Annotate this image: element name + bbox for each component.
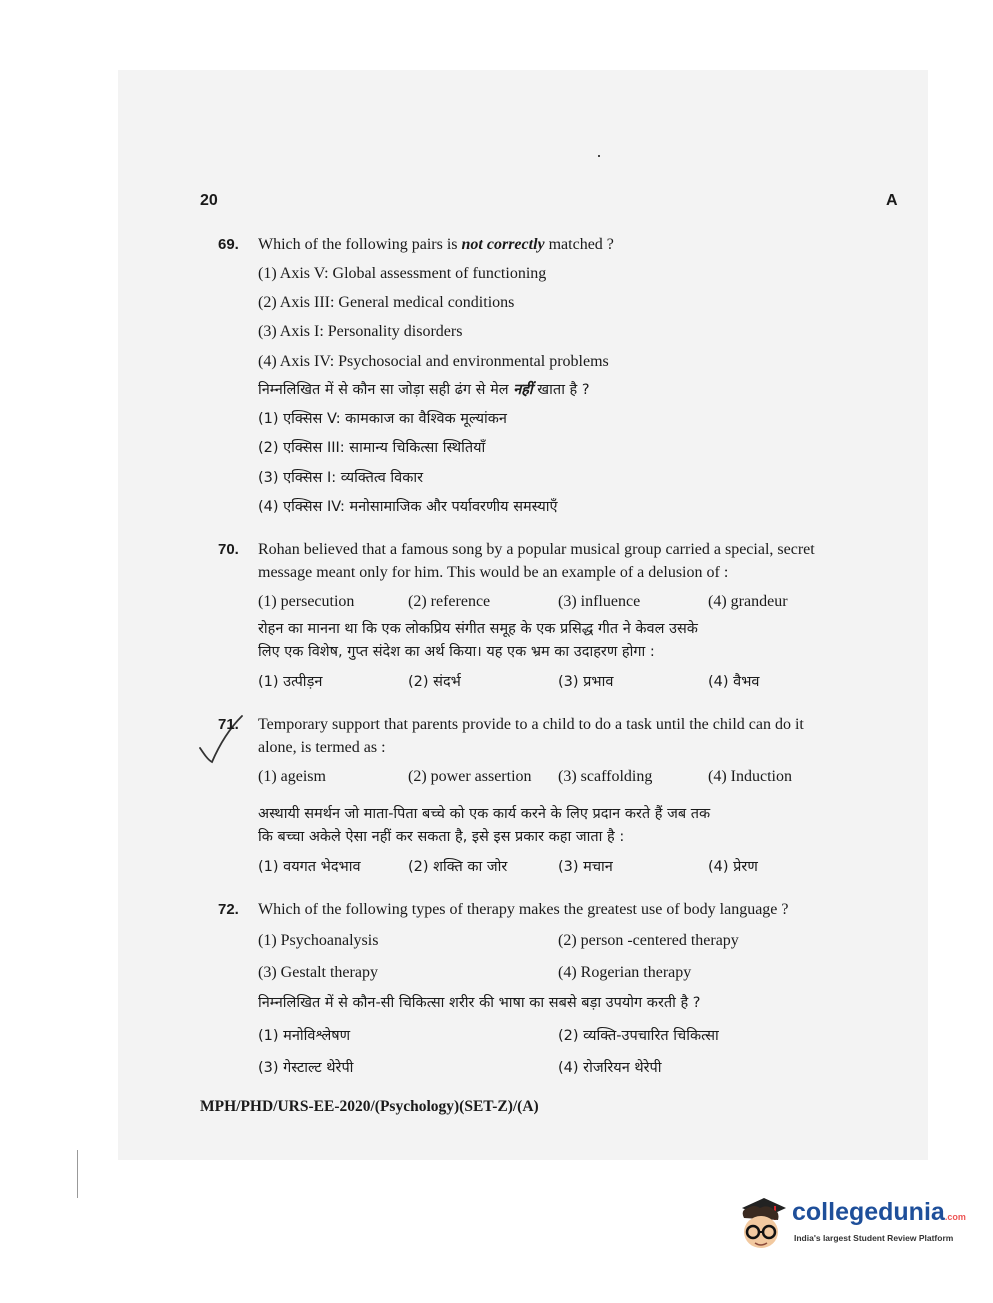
hindi-stem: निम्नलिखित में से कौन-सी चिकित्सा शरीर की भाषा का सबसे बड़ा उपयोग करती है ? <box>258 995 701 1011</box>
paper-code-footer: MPH/PHD/URS-EE-2020/(Psychology)(SET-Z)/(A) <box>200 1098 539 1115</box>
question-stem-line-1: Temporary support that parents provide to a child to do a task until the child can do it <box>258 716 804 733</box>
question-69 <box>218 233 898 523</box>
option-4: (4) Axis IV: Psychosocial and environmental problems <box>258 353 609 370</box>
set-label: A <box>886 192 898 209</box>
question-number: 70. <box>218 541 239 558</box>
question-70 <box>218 538 898 698</box>
option-3: (3) Axis I: Personality disorders <box>258 323 463 340</box>
hindi-option-2: (2) एक्सिस III: सामान्य चिकित्सा स्थितियाँ <box>258 440 486 456</box>
option-4: (4) grandeur <box>708 593 788 610</box>
margin-line <box>77 1150 78 1198</box>
hindi-stem-line-2: कि बच्चा अकेले ऐसा नहीं कर सकता है, इसे इस प्रकार कहा जाता है : <box>258 829 625 845</box>
option-2: (2) person -centered therapy <box>558 932 739 949</box>
option-1: (1) Axis V: Global assessment of functioning <box>258 265 547 282</box>
hindi-option-4: (4) एक्सिस IV: मनोसामाजिक और पर्यावरणीय समस्याएँ <box>258 499 558 515</box>
question-stem-line-1: Rohan believed that a famous song by a popular musical group carried a special, secret <box>258 541 815 558</box>
option-3: (3) influence <box>558 593 641 610</box>
question-number: 72. <box>218 901 239 918</box>
question-71 <box>218 713 898 878</box>
option-2: (2) reference <box>408 593 491 610</box>
option-2: (2) Axis III: General medical conditions <box>258 294 515 311</box>
option-1: (1) persecution <box>258 593 355 610</box>
hindi-option-4: (4) वैभव <box>708 674 760 690</box>
mascot-icon <box>734 1194 790 1256</box>
hindi-option-1: (1) उत्पीड़न <box>258 674 323 690</box>
hindi-stem: निम्नलिखित में से कौन सा जोड़ा सही ढंग से मेल नहीं खाता है ? <box>258 382 590 398</box>
question-stem: Which of the following pairs is not correctly matched ? <box>258 236 614 253</box>
hindi-option-4: (4) रोजरियन थेरेपी <box>558 1060 662 1076</box>
hindi-option-1: (1) एक्सिस V: कामकाज का वैश्विक मूल्यांकन <box>258 411 507 427</box>
question-number: 71. <box>218 716 239 733</box>
hindi-option-2: (2) व्यक्ति-उपचारित चिकित्सा <box>558 1028 719 1044</box>
logo-tagline: India's largest Student Review Platform <box>794 1233 954 1243</box>
option-1: (1) ageism <box>258 768 326 785</box>
hindi-option-1: (1) मनोविश्लेषण <box>258 1028 351 1044</box>
option-4: (4) Induction <box>708 768 792 785</box>
hindi-option-3: (3) गेस्टाल्ट थेरेपी <box>258 1060 354 1076</box>
hindi-stem-line-1: रोहन का मानना था कि एक लोकप्रिय संगीत समूह के एक प्रसिद्ध गीत ने केवल उसके <box>258 621 698 637</box>
option-2: (2) power assertion <box>408 768 532 785</box>
option-1: (1) Psychoanalysis <box>258 932 379 949</box>
hindi-option-3: (3) मचान <box>558 859 613 875</box>
scan-speck <box>598 155 600 157</box>
question-72 <box>218 898 898 1083</box>
hindi-option-3: (3) प्रभाव <box>558 674 614 690</box>
hindi-option-2: (2) शक्ति का जोर <box>408 859 508 875</box>
hindi-stem-line-2: लिए एक विशेष, गुप्त संदेश का अर्थ किया। यह एक भ्रम का उदाहरण होगा : <box>258 644 655 660</box>
hindi-option-4: (4) प्रेरण <box>708 859 758 875</box>
option-3: (3) Gestalt therapy <box>258 964 378 981</box>
hindi-option-2: (2) संदर्भ <box>408 674 461 690</box>
hindi-option-3: (3) एक्सिस I: व्यक्तित्व विकार <box>258 470 424 486</box>
option-3: (3) scaffolding <box>558 768 653 785</box>
option-4: (4) Rogerian therapy <box>558 964 692 981</box>
hindi-option-1: (1) वयगत भेदभाव <box>258 859 361 875</box>
hindi-stem-line-1: अस्थायी समर्थन जो माता-पिता बच्चे को एक कार्य करने के लिए प्रदान करते हैं जब तक <box>258 806 711 822</box>
question-stem-line-2: message meant only for him. This would be an example of a delusion of : <box>258 564 729 581</box>
collegedunia-logo[interactable] <box>734 1192 964 1262</box>
question-stem: Which of the following types of therapy makes the greatest use of body language ? <box>258 901 789 918</box>
page-number: 20 <box>200 192 218 209</box>
question-number: 69. <box>218 236 239 253</box>
question-stem-line-2: alone, is termed as : <box>258 739 386 756</box>
logo-wordmark: collegedunia.com <box>792 1198 966 1226</box>
